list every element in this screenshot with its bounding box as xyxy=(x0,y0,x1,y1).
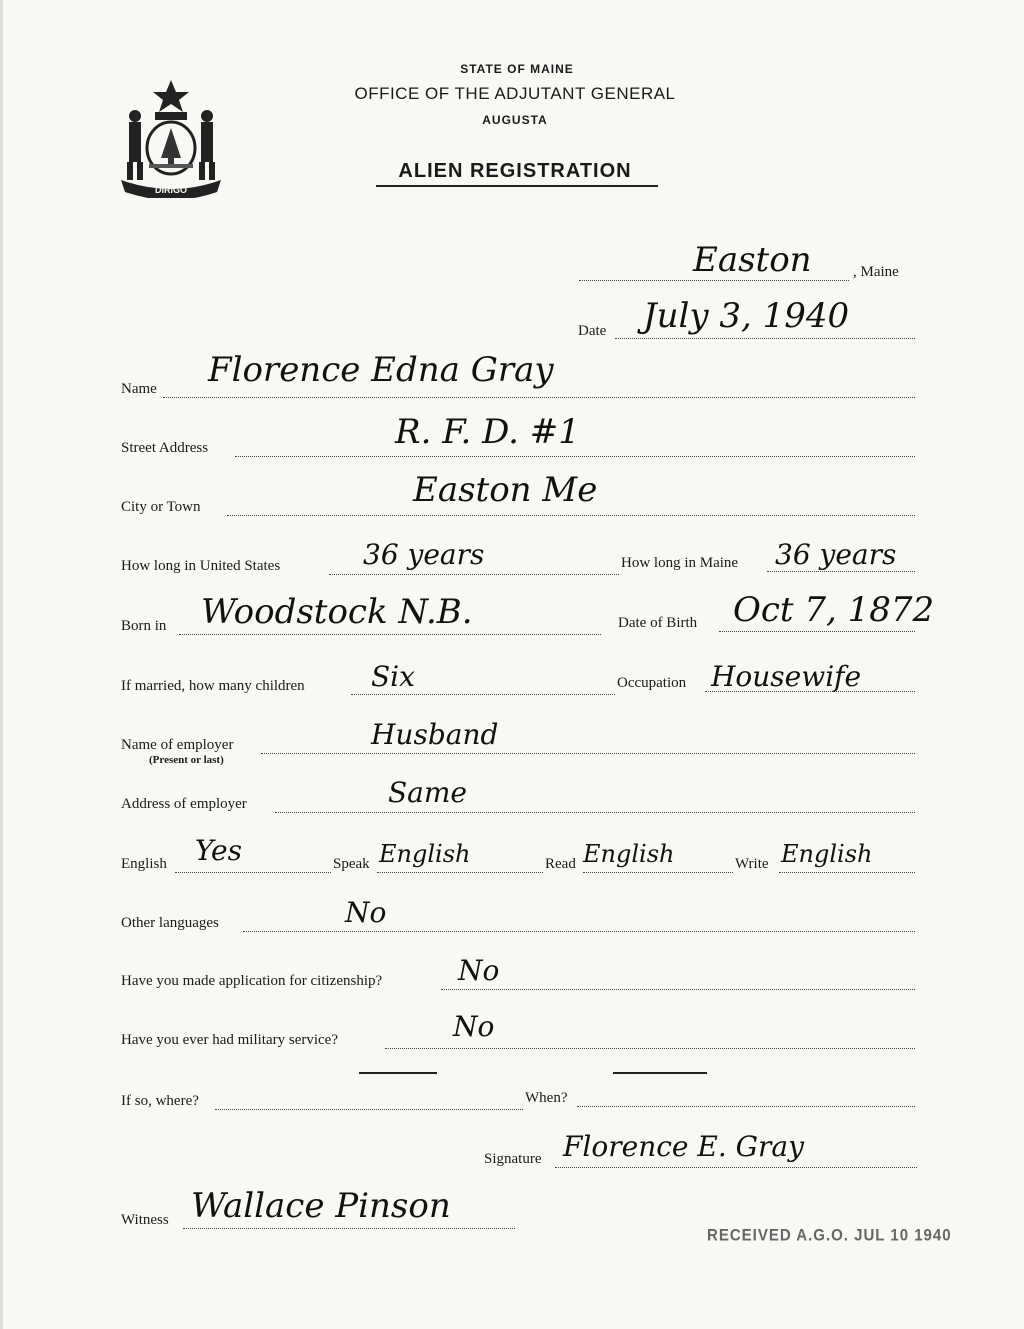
read-value: English xyxy=(583,840,675,868)
born-in-line xyxy=(179,634,601,635)
date-line xyxy=(615,338,915,339)
street-address-value: R. F. D. #1 xyxy=(395,412,580,452)
date-label: Date xyxy=(578,323,607,339)
born-in-label: Born in xyxy=(121,618,167,634)
english-label: English xyxy=(121,856,167,872)
other-languages-value: No xyxy=(345,896,387,929)
when-dash-mark xyxy=(613,1072,707,1074)
signature-value: Florence E. Gray xyxy=(563,1130,804,1163)
write-label: Write xyxy=(735,856,769,872)
how-long-maine-line xyxy=(767,571,915,572)
town-line xyxy=(579,280,849,281)
employer-name-line xyxy=(261,753,915,754)
witness-value: Wallace Pinson xyxy=(191,1186,451,1226)
citizenship-value: No xyxy=(458,954,500,987)
military-label: Have you ever had military service? xyxy=(121,1032,338,1048)
speak-value: English xyxy=(379,840,471,868)
other-languages-line xyxy=(243,931,915,932)
children-line xyxy=(351,694,615,695)
street-address-label: Street Address xyxy=(121,440,209,456)
write-line xyxy=(779,872,915,873)
occupation-label: Occupation xyxy=(617,675,687,691)
other-languages-label: Other languages xyxy=(121,915,219,931)
signature-label: Signature xyxy=(484,1151,542,1167)
name-label: Name xyxy=(121,381,157,397)
header-state: STATE OF MAINE xyxy=(460,62,574,76)
date-of-birth-value: Oct 7, 1872 xyxy=(733,590,935,630)
employer-address-label: Address of employer xyxy=(121,796,247,812)
citizenship-label: Have you made application for citizenship? xyxy=(121,973,383,989)
when-label: When? xyxy=(525,1090,568,1106)
how-long-us-label: How long in United States xyxy=(121,558,281,574)
received-stamp: RECEIVED A.G.O. JUL 10 1940 xyxy=(707,1226,952,1245)
when-line xyxy=(577,1106,915,1107)
employer-name-value: Husband xyxy=(371,718,499,751)
witness-line xyxy=(183,1228,515,1229)
military-line xyxy=(385,1048,915,1049)
city-label: City or Town xyxy=(121,499,201,515)
name-value: Florence Edna Gray xyxy=(208,350,554,390)
children-label: If married, how many children xyxy=(121,678,305,694)
signature-line xyxy=(555,1167,917,1168)
maine-label: , Maine xyxy=(853,264,899,280)
children-value: Six xyxy=(371,660,415,693)
where-line xyxy=(215,1109,523,1110)
header-office: OFFICE OF THE ADJUTANT GENERAL xyxy=(354,84,676,103)
read-label: Read xyxy=(545,856,576,872)
read-line xyxy=(583,872,733,873)
where-dash-mark xyxy=(359,1072,437,1074)
where-label: If so, where? xyxy=(121,1093,199,1109)
born-in-value: Woodstock N.B. xyxy=(201,592,473,632)
town-value: Easton xyxy=(693,240,812,280)
english-line xyxy=(175,872,331,873)
how-long-maine-value: 36 years xyxy=(775,538,897,571)
write-value: English xyxy=(781,840,873,868)
speak-label: Speak xyxy=(333,856,370,872)
employer-address-value: Same xyxy=(388,776,467,809)
employer-note: (Present or last) xyxy=(149,754,224,766)
date-of-birth-label: Date of Birth xyxy=(618,615,698,631)
city-value: Easton Me xyxy=(413,470,598,510)
english-value: Yes xyxy=(195,834,242,867)
title-underline xyxy=(376,185,658,187)
employer-address-line xyxy=(275,812,915,813)
speak-line xyxy=(377,872,543,873)
military-value: No xyxy=(453,1010,495,1043)
header-city: AUGUSTA xyxy=(482,113,548,127)
how-long-maine-label: How long in Maine xyxy=(621,555,739,571)
date-value: July 3, 1940 xyxy=(643,296,850,336)
name-line xyxy=(163,397,915,398)
date-of-birth-line xyxy=(719,631,915,632)
seal-banner-text: DIRIGO xyxy=(154,185,188,195)
how-long-us-line xyxy=(329,574,619,575)
employer-name-label: Name of employer xyxy=(121,737,234,753)
witness-label: Witness xyxy=(121,1212,169,1228)
street-address-line xyxy=(235,456,915,457)
city-line xyxy=(227,515,915,516)
occupation-value: Housewife xyxy=(711,660,862,693)
citizenship-line xyxy=(441,989,915,990)
form-title: ALIEN REGISTRATION xyxy=(398,160,632,182)
how-long-us-value: 36 years xyxy=(363,538,485,571)
